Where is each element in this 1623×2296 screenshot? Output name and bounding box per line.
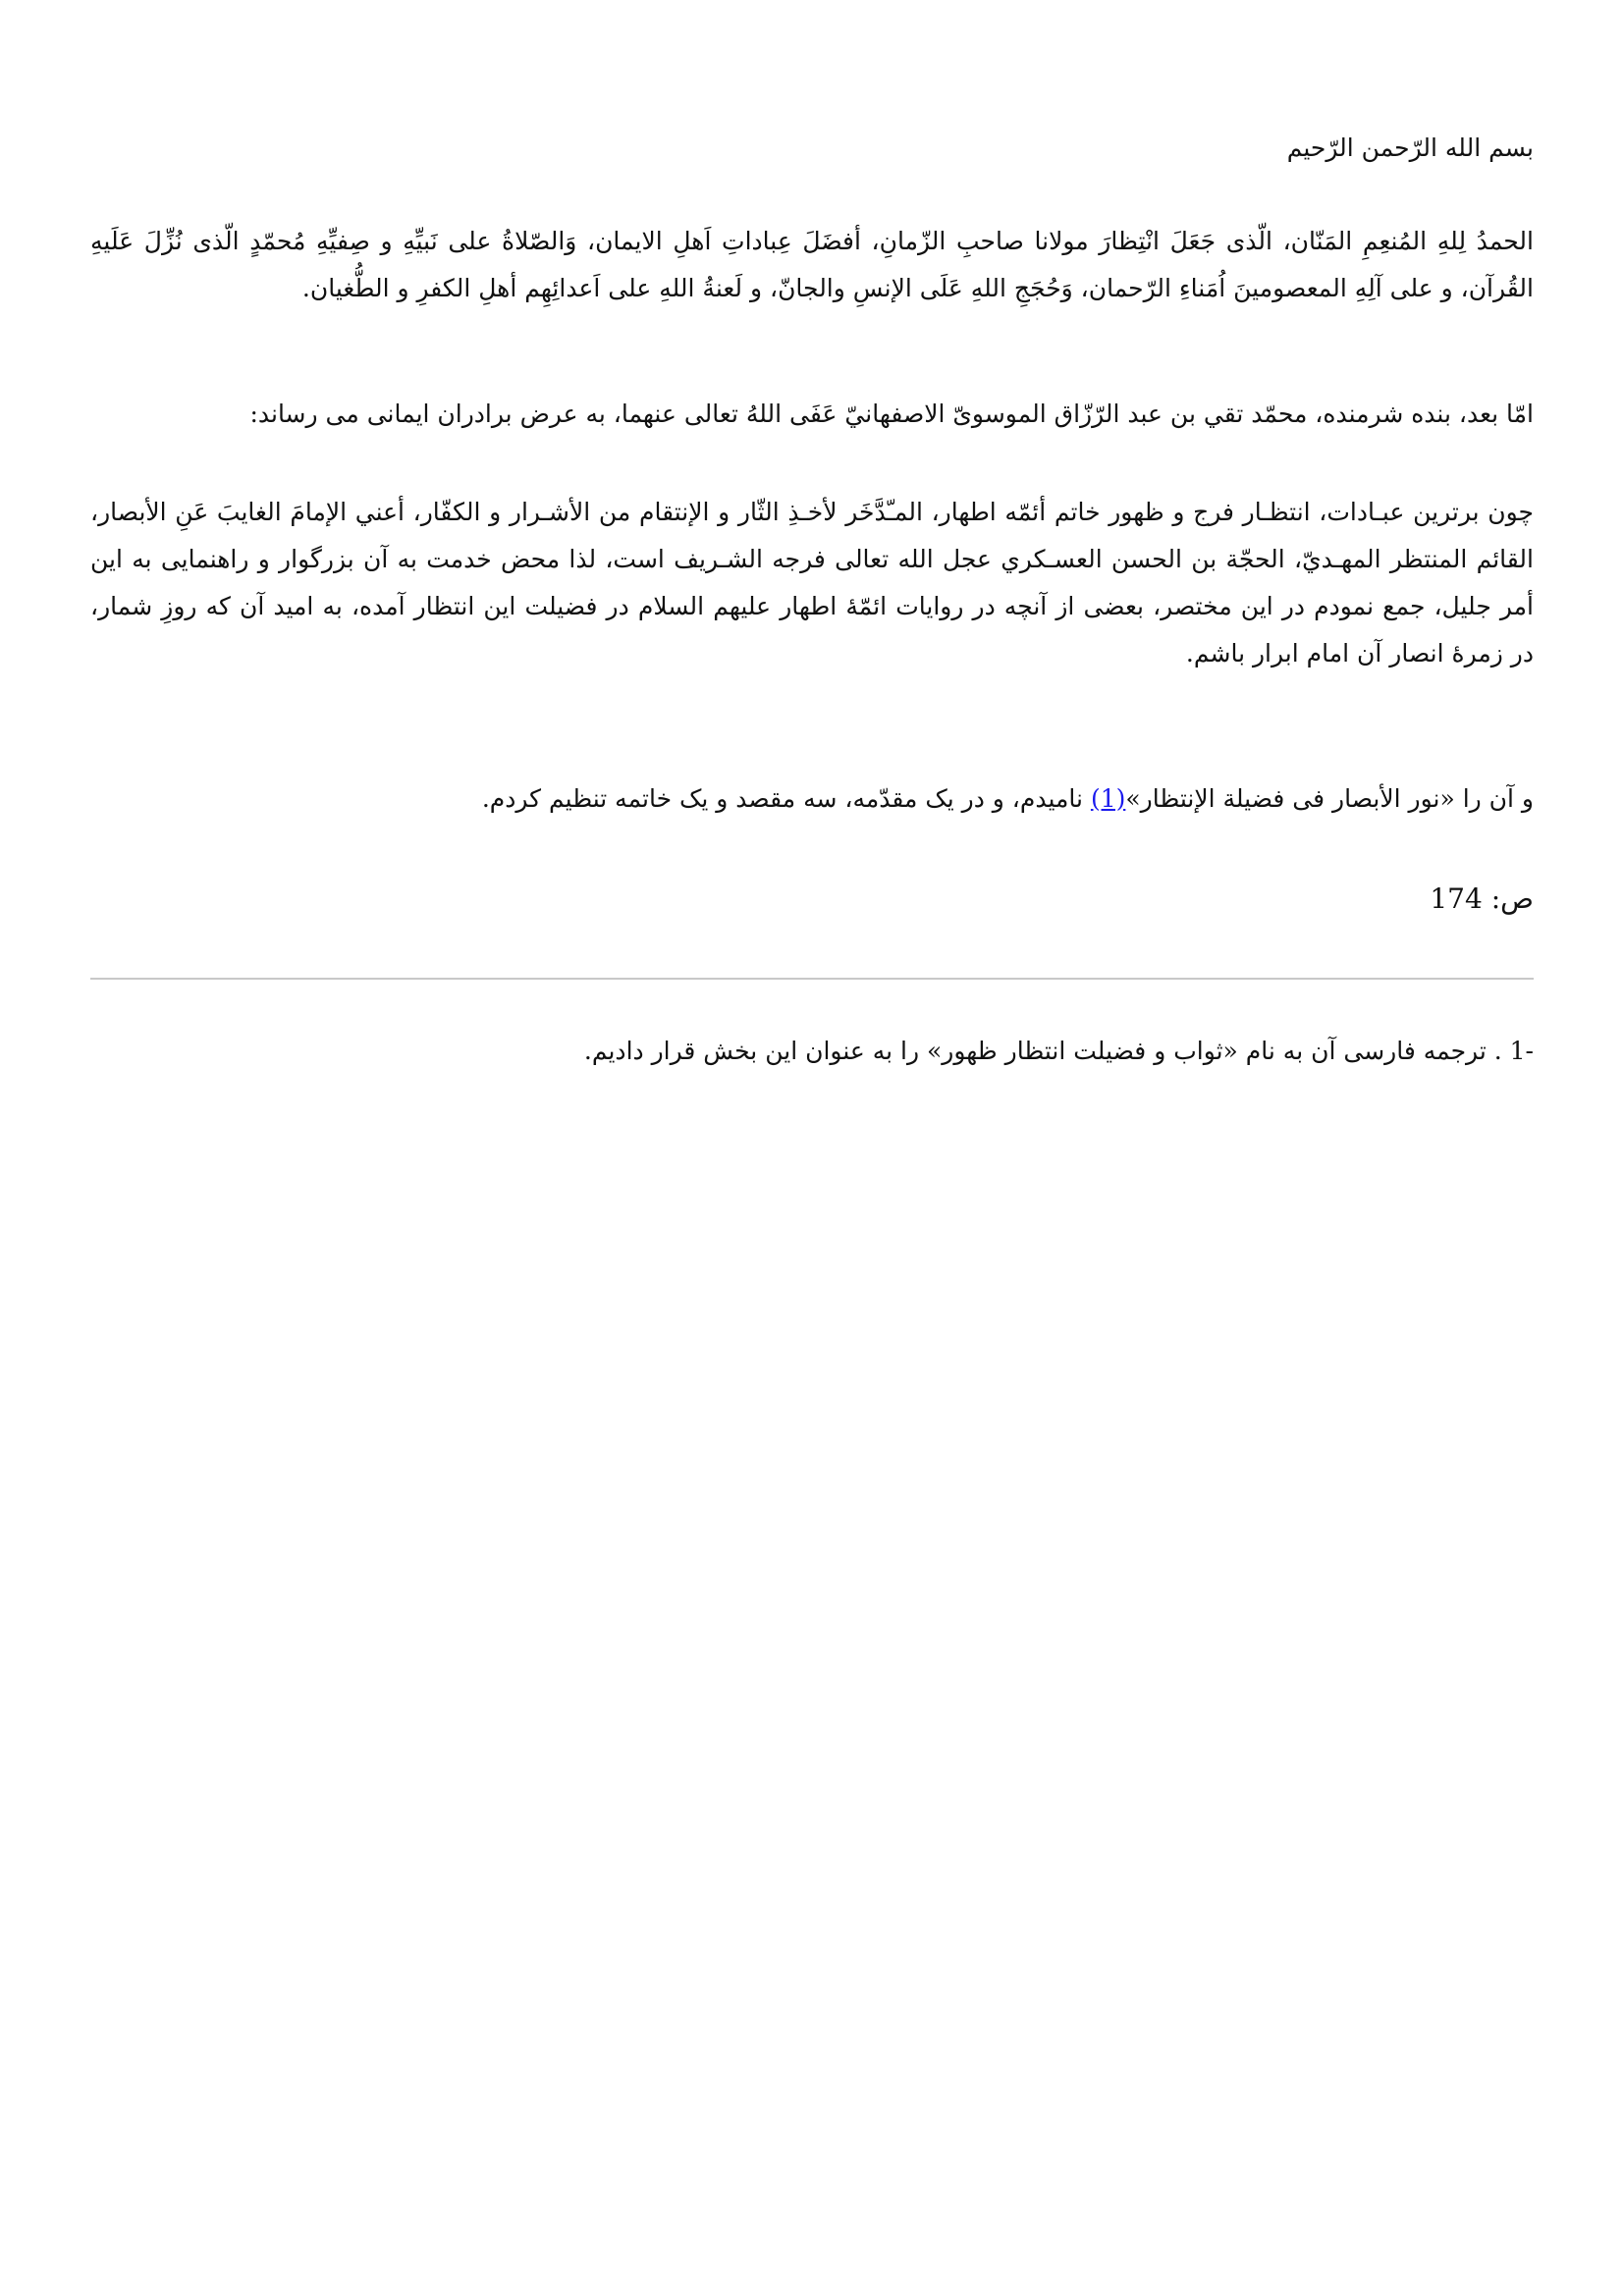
footnote-text: . ترجمه فارسى آن به نام «ثواب و فضيلت انتظار ظهور» را به عنوان اين بخش قرار داديم. [583,1037,1510,1065]
footnote-divider [90,978,1534,980]
footnote [90,1028,1534,1075]
footnote-number: 1- [1509,1037,1534,1065]
page-number: ص: 174 [1430,882,1534,915]
footnote-reference-link[interactable]: (1) [1090,784,1126,813]
paragraph-book-title [90,775,1534,823]
paragraph-title-continuation: ناميدم، و در يک مقدّمه، سه مقصد و يک خاتمه تنظيم كردم. [481,784,1091,813]
paragraph-author-intro: امّا بعد، بنده شرمنده، محمّد تقي بن عبد الرّزّاق الموسوىّ الاصفهانيّ عَفَى اللهُ تعالى عنهما، به عرض برادران ايمانى مى رساند: [249,400,1534,428]
paragraph-main: چون برترين عبـادات، انتظـار فرج و ظهور خاتم أئمّه اطهار، المـّدَّخَر لأخـذِ الثّار و الإنتقام من الأشـرار و الكفّار، أعني الإمامَ الغايبَ عَنِ الأبصار، القائم المنتظر المهـديّ، الحجّة بن الحسن العسـكري عجل الله تعالى فرجه الشـريف است، لذا محض خدمت به آن بزرگوار و راهنمايى به اين أمر جليل، جمع نمودم در اين مختصر، بعضى از آنچه در روايات ائمّهٔ اطهار عليهم السلام در فضيلت اين انتظار آمده، به اميد آن كه روزِ شمار، در زمرهٔ انصار آن امام ابرار باشم. [90,498,1534,667]
paragraph-title-text: و آن را «نور الأبصار فى فضيلة الإنتظار» [1125,784,1534,813]
paragraph-praise: الحمدُ لِلهِ المُنعِمِ المَنّان، الّذى جَعَلَ انْتِظارَ مولانا صاحبِ الزّمانِ، أفضَلَ عِباداتِ اَهلِ الايمان، وَالصّلاةُ على نَبيِّهِ و صِفيِّهِ مُحمّدٍ الّذى نُزِّلَ عَلَيهِ القُرآن، و على آلِهِ المعصومينَ اُمَناءِ الرّحمان، وَحُجَجِ اللهِ عَلَى الإنسِ والجانّ، و لَعنةُ اللهِ على اَعدائِهِم أهلِ الكفرِ و الطُّغيان. [90,227,1534,302]
basmala-heading: بسم الله الرّحمن الرّحيم [1286,133,1534,162]
